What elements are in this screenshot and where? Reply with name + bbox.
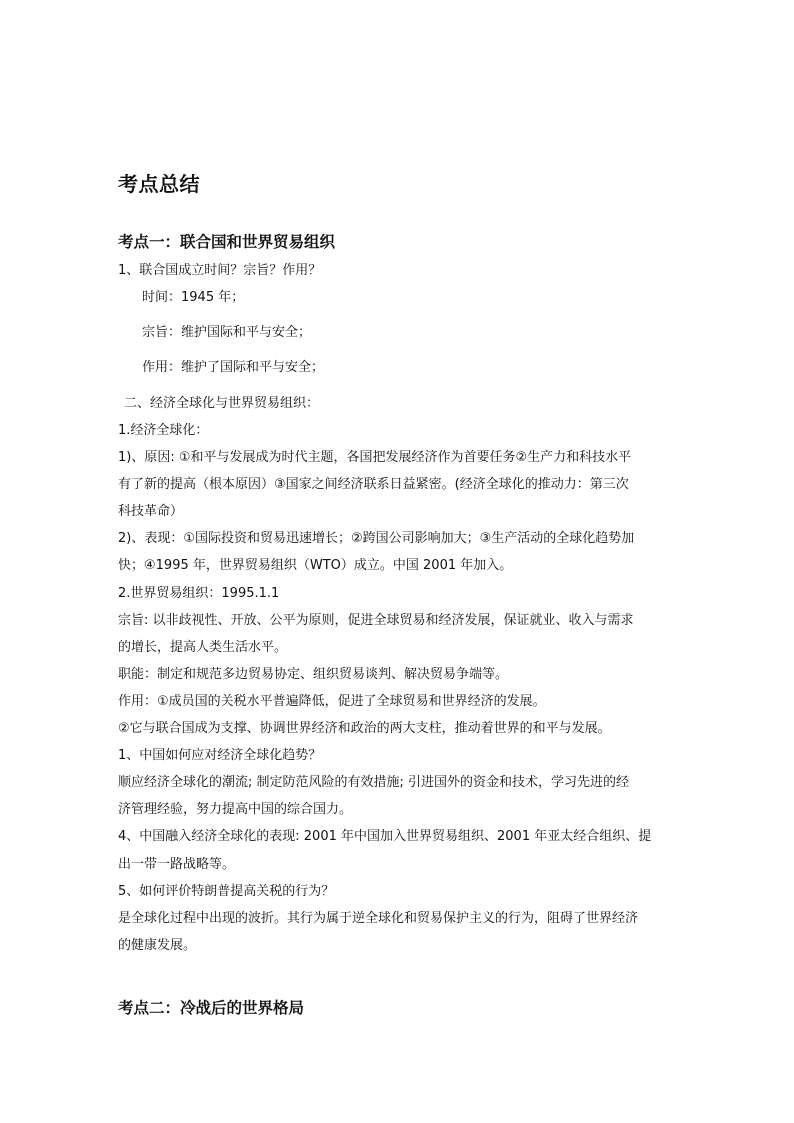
text-line: 时间：1945 年； — [142, 290, 245, 305]
text-line: 4、中国融入经济全球化的表现: 2001 年中国加入世界贸易组织、2001 年亚太经合组织、提 — [118, 829, 652, 844]
text-line: 1)、原因: ①和平与发展成为时代主题，各国把发展经济作为首要任务②生产力和科技水平 — [118, 450, 632, 465]
text-line: 宗旨：维护国际和平与安全； — [142, 325, 312, 340]
section-heading-2: 考点二：冷战后的世界格局 — [118, 998, 305, 1017]
text-line: 2.世界贸易组织：1995.1.1 — [118, 586, 280, 601]
section-heading-1: 考点一：联合国和世界贸易组织 — [118, 232, 336, 251]
text-line: ②它与联合国成为支撑、协调世界经济和政治的两大支柱，推动着世界的和平与发展。 — [118, 721, 611, 736]
text-line: 的增长，提高人类生活水平。 — [118, 640, 288, 655]
text-line: 的健康发展。 — [118, 938, 197, 953]
question-line: 1、中国如何应对经济全球化趋势？ — [118, 748, 322, 763]
question-1: 1、联合国成立时间？宗旨？作用？ — [118, 263, 322, 278]
text-line: 作用：维护了国际和平与安全； — [142, 360, 325, 375]
text-line: 职能：制定和规范多边贸易协定、组织贸易谈判、解决贸易争端等。 — [118, 667, 509, 682]
text-line: 顺应经济全球化的潮流; 制定防范风险的有效措施; 引进国外的资金和技术，学习先进的经 — [118, 775, 630, 790]
text-line: 有了新的提高（根本原因）③国家之间经济联系日益紧密。(经济全球化的推动力：第三次 — [118, 477, 629, 492]
text-line: 作用：①成员国的关税水平普遍降低，促进了全球贸易和世界经济的发展。 — [118, 694, 546, 709]
question-line: 5、如何评价特朗普提高关税的行为？ — [118, 884, 335, 899]
text-line: 宗旨: 以非歧视性、开放、公平为原则，促进全球贸易和经济发展，保证就业、收入与需求 — [118, 613, 634, 628]
subheading: 二、经济全球化与世界贸易组织： — [124, 396, 320, 411]
text-line: 快；④1995 年，世界贸易组织（WTO）成立。中国 2001 年加入。 — [118, 558, 513, 573]
page-title: 考点总结 — [118, 172, 200, 196]
text-line: 济管理经验，努力提高中国的综合国力。 — [118, 802, 353, 817]
text-line: 是全球化过程中出现的波折。其行为属于逆全球化和贸易保护主义的行为，阻碍了世界经济 — [118, 911, 639, 926]
text-line: 出一带一路战略等。 — [118, 857, 236, 872]
text-line: 科技革命） — [118, 504, 184, 519]
text-line: 1.经济全球化： — [118, 423, 209, 438]
text-line: 2)、表现：①国际投资和贸易迅速增长；②跨国公司影响加大；③生产活动的全球化趋势加 — [118, 531, 635, 546]
